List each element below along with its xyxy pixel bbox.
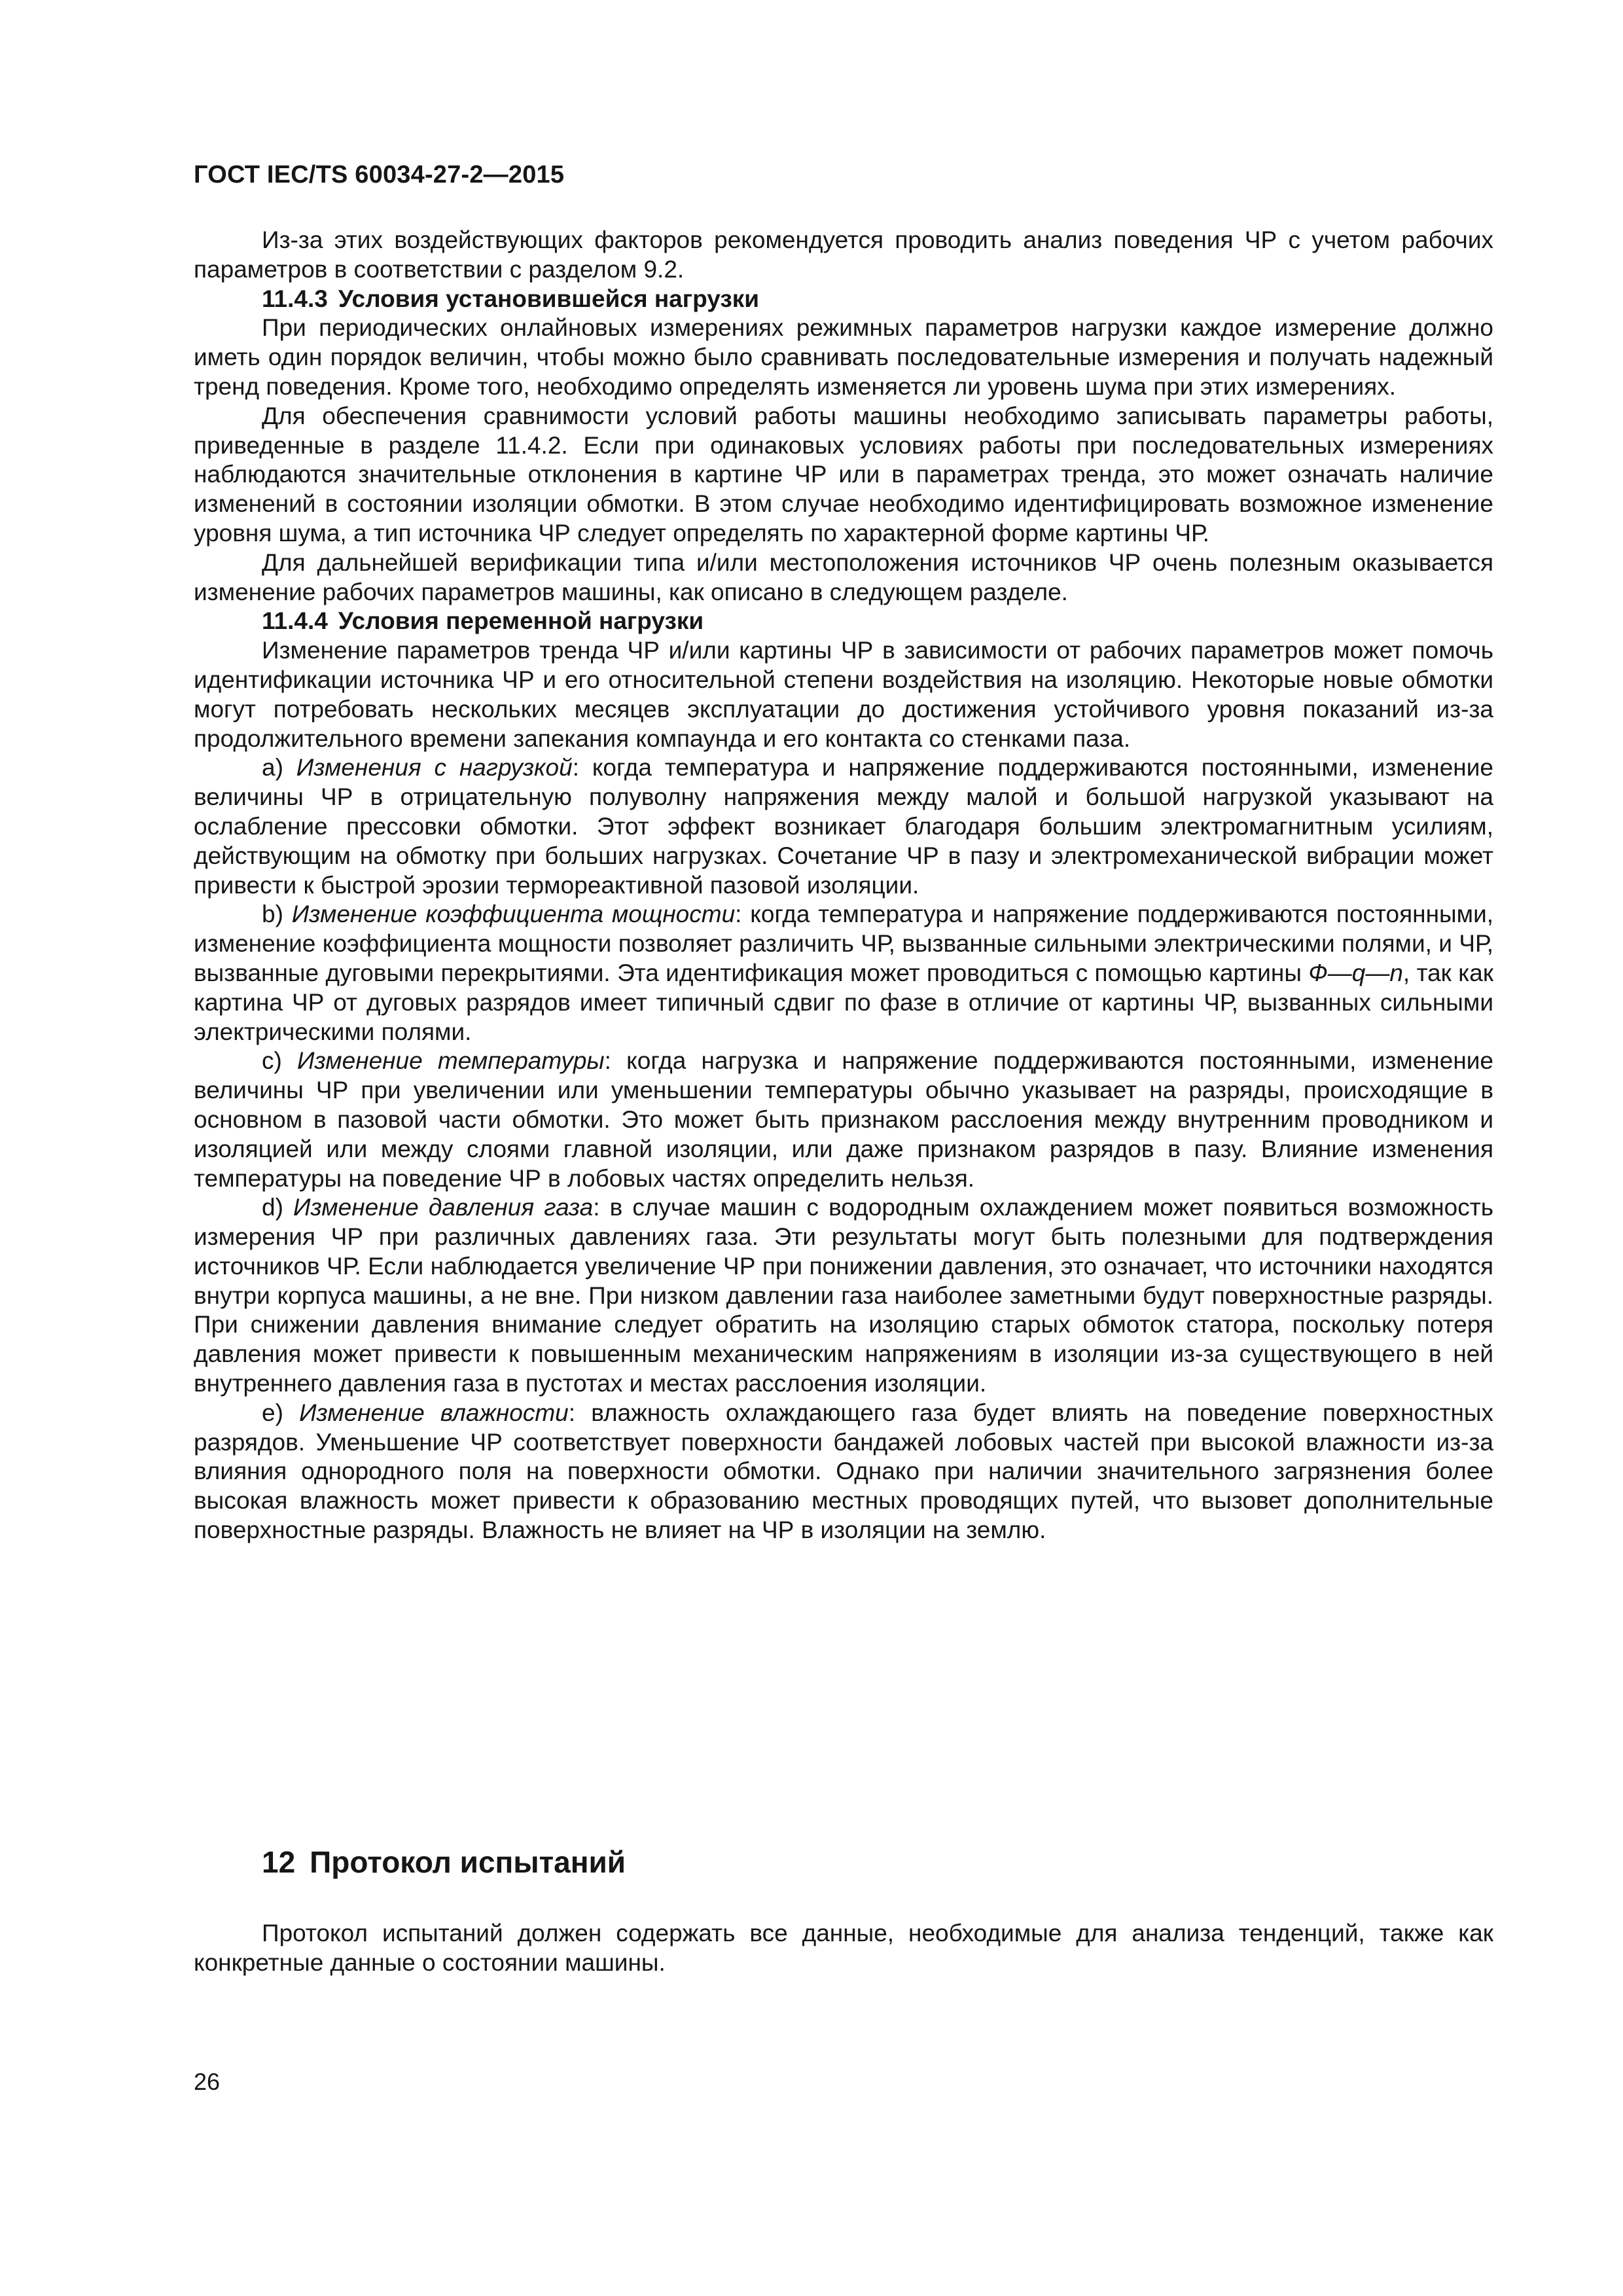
list-label: e) bbox=[262, 1399, 283, 1426]
paragraph-final: Протокол испытаний должен содержать все данные, необходимые для анализа тенденций, также как конкретные данные о состоянии машины. bbox=[194, 1920, 1493, 1976]
list-item-a bbox=[194, 753, 1493, 900]
section-heading-11-4-3 bbox=[194, 285, 1493, 314]
list-text: : в случае машин с водородным охлаждением может появиться возможность измерения ЧР при различных давлениях газа. Эти результаты могут быть полезными для подтверждения источников ЧР. Если наблюдается увеличение ЧР при понижении давления, это означает, что источники находятся внутри корпуса машины, а не вне. При низком давлении газа наиболее заметными будут поверхностные разряды. При снижении давления внимание следует обратить на изоляцию старых обмоток статора, поскольку потеря давления может привести к повышенным механическим напряжениям в изоляции из-за существующего в ней внутреннего давления газа в пустотах и местах расслоения изоляции. bbox=[194, 1194, 1493, 1397]
list-label: b) bbox=[262, 901, 283, 928]
list-item-c bbox=[194, 1047, 1493, 1193]
paragraph: Для дальнейшей верификации типа и/или местоположения источников ЧР очень полезным оказывается изменение рабочих параметров машины, как описано в следующем разделе. bbox=[194, 548, 1493, 605]
paragraph: Изменение параметров тренда ЧР и/или картины ЧР в зависимости от рабочих параметров может помочь идентификации источника ЧР и его относительной степени воздействия на изоляцию. Некоторые новые обмотки могут потребовать нескольких месяцев эксплуатации до достижения устойчивого уровня показаний из-за продолжительного времени запекания компаунда и его контакта со стенками паза. bbox=[194, 637, 1493, 752]
list-label: a) bbox=[262, 754, 283, 781]
section-number: 11.4.4 bbox=[262, 607, 328, 635]
list-text: : влажность охлаждающего газа будет влиять на поведение поверхностных разрядов. Уменьшение ЧР соответствует поверхности бандажей лобовых частей при высокой влажности из-за влияния однородного поля на поверхности обмотки. Однако при наличии значительного загрязнения более высокая влажность может привести к образованию местных проводящих путей, что вызовет дополнительные поверхностные разряды. Влажность не влияет на ЧР в изоляции на землю. bbox=[194, 1399, 1494, 1544]
list-item-d bbox=[194, 1193, 1493, 1399]
section-title: Условия переменной нагрузки bbox=[338, 607, 704, 635]
list-term: Изменение коэффициента мощности bbox=[291, 901, 736, 928]
paragraph: При периодических онлайновых измерениях режимных параметров нагрузки каждое измерение должно иметь один порядок величин, чтобы можно было сравнивать последовательные измерения и получать надежный тренд поведения. Кроме того, необходимо определять изменяется ли уровень шума при этих измерениях. bbox=[194, 314, 1493, 400]
list-label: d) bbox=[262, 1194, 283, 1221]
list-term: Изменение влажности bbox=[299, 1399, 569, 1426]
list-term: Изменение давления газа bbox=[293, 1194, 594, 1221]
formula: Ф—q—n bbox=[1308, 959, 1403, 986]
section-number: 11.4.3 bbox=[262, 285, 328, 312]
document-body bbox=[194, 226, 1493, 1545]
paragraph-intro: Из-за этих воздействующих факторов рекомендуется проводить анализ поведения ЧР с учетом рабочих параметров в соответствии с разделом 9.2. bbox=[194, 226, 1493, 283]
list-item-b bbox=[194, 900, 1493, 1047]
list-text: , так как картина ЧР от дуговых разрядов имеет типичный сдвиг по фазе в отличие от картины ЧР, вызванных сильными электрическими полями. bbox=[194, 959, 1494, 1045]
standard-header: ГОСТ IEC/TS 60034-27-2—2015 bbox=[194, 161, 565, 188]
list-term: Изменения с нагрузкой bbox=[296, 754, 573, 781]
list-item-e bbox=[194, 1399, 1493, 1545]
list-text: : когда температура и напряжение поддерживаются постоянными, изменение коэффициента мощности позволяет различить ЧР, вызванные сильными электрическими полями, и ЧР, вызванные дуговыми перекрытиями. Эта идентификация может проводиться с помощью картины bbox=[194, 901, 1494, 986]
paragraph: Для обеспечения сравнимости условий работы машины необходимо записывать параметры работы, приведенные в разделе 11.4.2. Если при одинаковых условиях работы при последовательных измерениях наблюдаются значительные отклонения в картине ЧР или в параметрах тренда, это может означать наличие изменений в состоянии изоляции обмотки. В этом случае необходимо идентифицировать возможное изменение уровня шума, а тип источника ЧР следует определять по характерной форме картины ЧР. bbox=[194, 402, 1493, 547]
list-text: : когда температура и напряжение поддерживаются постоянными, изменение величины ЧР в отрицательную полуволну напряжения между малой и большой нагрузкой указывают на ослабление прессовки обмотки. Этот эффект возникает благодаря большим электромагнитным усилиям, действующим на обмотку при больших нагрузках. Сочетание ЧР в пазу и электромеханической вибрации может привести к быстрой эрозии термореактивной пазовой изоляции. bbox=[194, 754, 1493, 899]
list-term: Изменение температуры bbox=[297, 1047, 605, 1075]
section-title: Протокол испытаний bbox=[310, 1845, 626, 1879]
section-title: Условия установившейся нагрузки bbox=[338, 285, 760, 312]
section-number: 12 bbox=[262, 1845, 296, 1879]
list-label: c) bbox=[262, 1047, 282, 1075]
section-heading-12 bbox=[262, 1844, 626, 1880]
page-number: 26 bbox=[194, 2068, 221, 2095]
list-text: : когда нагрузка и напряжение поддерживаются постоянными, изменение величины ЧР при увеличении или уменьшении температуры обычно указывает на разряды, происходящие в основном в пазовой части обмотки. Это может быть признаком расслоения между внутренним проводником и изоляцией или между слоями главной изоляции, или даже признаком разрядов в пазу. Влияние изменения температуры на поведение ЧР в лобовых частях определить нельзя. bbox=[194, 1047, 1493, 1192]
section-heading-11-4-4 bbox=[194, 607, 1493, 636]
section-12-body bbox=[194, 1919, 1493, 1978]
